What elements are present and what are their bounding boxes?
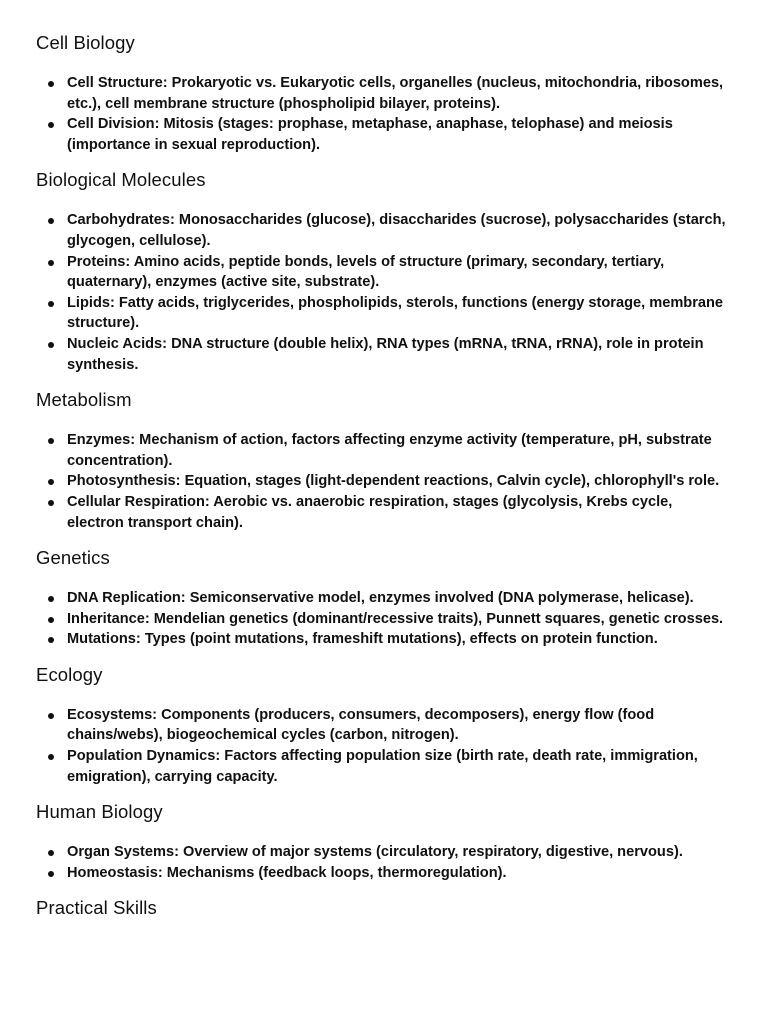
list-item-text: Cell Structure: Prokaryotic vs. Eukaryotic cells, organelles (nucleus, mitochondria, ribosomes, etc.), cell membrane structure (phospholipid bilayer, proteins). [67,75,724,112]
list-item [67,210,732,251]
list-item [67,430,732,471]
section-ecology [36,662,732,787]
bullet-list [36,210,732,375]
bullet-icon [48,871,54,877]
list-item [67,746,732,787]
section-heading: Human Biology [36,801,163,823]
list-item [67,492,732,533]
list-item [67,629,732,650]
bullet-list [36,705,732,787]
bullet-icon [48,500,54,506]
section-biological-molecules [36,167,732,375]
bullet-icon [48,342,54,348]
list-item-text: Carbohydrates: Monosaccharides (glucose), disaccharides (sucrose), polysaccharides (starch, glycogen, cellulose). [67,212,726,249]
section-genetics [36,545,732,650]
section-heading: Ecology [36,663,103,685]
list-item-text: Ecosystems: Components (producers, consumers, decomposers), energy flow (food chains/webs), biogeochemical cycles (carbon, nitrogen). [67,706,655,744]
list-item [67,334,732,375]
list-item-text: DNA Replication: Semiconservative model, enzymes involved (DNA polymerase, helicase). [67,590,694,607]
bullet-icon [48,301,54,307]
bullet-icon [48,122,54,128]
list-item [67,114,732,155]
list-item [67,471,732,492]
bullet-icon [48,850,54,856]
list-item [67,588,732,609]
list-item-text: Lipids: Fatty acids, triglycerides, phospholipids, sterols, functions (energy storage, membrane structure). [67,294,724,332]
list-item [67,73,732,114]
bullet-icon [48,713,54,719]
bullet-list [36,588,732,650]
bullet-icon [48,218,54,224]
list-item-text: Inheritance: Mendelian genetics (dominant/recessive traits), Punnett squares, genetic crosses. [67,610,724,627]
list-item-text: Nucleic Acids: DNA structure (double helix), RNA types (mRNA, tRNA, rRNA), role in protein synthesis. [67,335,704,373]
bullet-list [36,430,732,533]
bullet-icon [48,260,54,266]
bullet-list [36,842,732,883]
list-item [67,293,732,334]
bullet-icon [48,81,54,87]
bullet-icon [48,438,54,444]
section-heading: Practical Skills [36,897,157,919]
section-practical-skills [36,895,732,921]
list-item-text: Population Dynamics: Factors affecting population size (birth rate, death rate, immigration, emigration), carrying capacity. [67,748,698,785]
list-item-text: Enzymes: Mechanism of action, factors affecting enzyme activity (temperature, pH, substrate concentration). [67,432,712,469]
list-item [67,609,732,630]
bullet-list [36,73,732,155]
bullet-icon [48,596,54,602]
bullet-icon [48,617,54,623]
list-item-text: Cell Division: Mitosis (stages: prophase, metaphase, anaphase, telophase) and meiosis (importance in sexual reproduction). [67,116,673,153]
section-heading: Cell Biology [36,32,135,53]
list-item [67,705,732,746]
section-human-biology [36,799,732,883]
list-item-text: Proteins: Amino acids, peptide bonds, levels of structure (primary, secondary, tertiary, quaternary), enzymes (active site, substrate). [67,253,665,291]
list-item-text: Homeostasis: Mechanisms (feedback loops, thermoregulation). [67,864,507,881]
list-item [67,842,732,863]
list-item-text: Cellular Respiration: Aerobic vs. anaerobic respiration, stages (glycolysis, Krebs cycle, electron transport chain). [67,493,673,531]
list-item [67,252,732,293]
section-heading: Biological Molecules [36,169,206,191]
list-item [67,863,732,884]
section-cell-biology [36,30,732,155]
list-item-text: Organ Systems: Overview of major systems (circulatory, respiratory, digestive, nervous). [67,844,683,861]
section-metabolism [36,387,732,533]
section-heading: Metabolism [36,389,132,411]
section-heading: Genetics [36,547,110,569]
list-item-text: Mutations: Types (point mutations, frameshift mutations), effects on protein function. [67,631,658,648]
bullet-icon [48,479,54,485]
bullet-icon [48,637,54,643]
bullet-icon [48,754,54,760]
list-item-text: Photosynthesis: Equation, stages (light-dependent reactions, Calvin cycle), chlorophyll's role. [67,473,720,490]
